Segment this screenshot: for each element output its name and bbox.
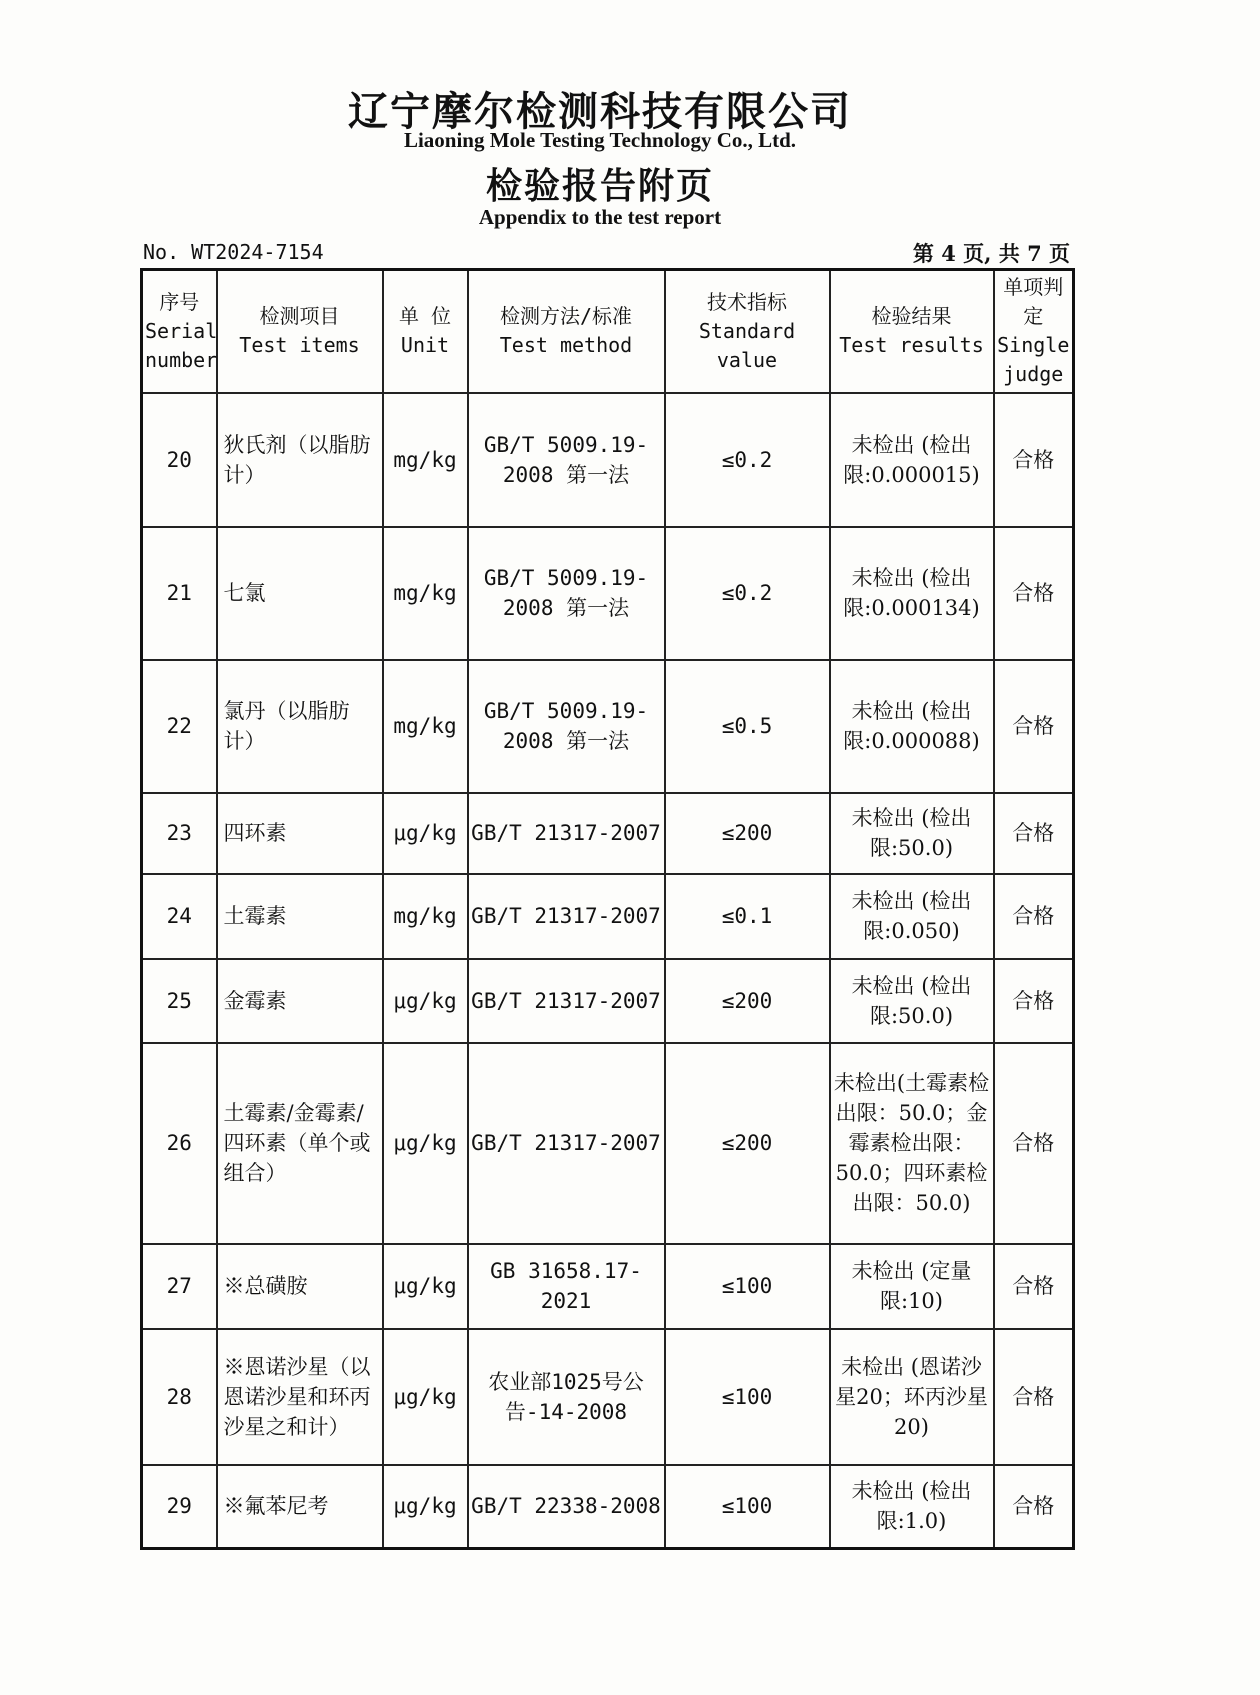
result-cell: 未检出 (检出限:0.000134) [830, 527, 994, 660]
judge-cell: 合格 [994, 527, 1074, 660]
header-test-method: 检测方法/标准 Test method [468, 270, 665, 393]
test-item-cell: 氯丹（以脂肪计） [217, 660, 383, 793]
test-item-cell: ※氟苯尼考 [217, 1465, 383, 1549]
standard-cell: ≤100 [665, 1244, 830, 1329]
serial-cell: 28 [142, 1329, 217, 1465]
method-cell: GB/T 5009.19-2008 第一法 [468, 660, 665, 793]
serial-cell: 24 [142, 874, 217, 959]
test-item-cell: 七氯 [217, 527, 383, 660]
table-row [142, 660, 1074, 793]
unit-cell: μg/kg [383, 1329, 468, 1465]
judge-cell: 合格 [994, 1329, 1074, 1465]
table-row [142, 874, 1074, 959]
standard-cell: ≤0.5 [665, 660, 830, 793]
judge-cell: 合格 [994, 874, 1074, 959]
test-item-cell: ※总磺胺 [217, 1244, 383, 1329]
unit-cell: mg/kg [383, 527, 468, 660]
unit-cell: μg/kg [383, 959, 468, 1043]
results-table [140, 268, 1075, 1550]
report-title-cn: 检验报告附页 [485, 165, 714, 207]
unit-cell: μg/kg [383, 793, 468, 874]
method-cell: GB/T 21317-2007 [468, 1043, 665, 1244]
standard-cell: ≤200 [665, 1043, 830, 1244]
table-row [142, 1329, 1074, 1465]
serial-cell: 26 [142, 1043, 217, 1244]
judge-cell: 合格 [994, 793, 1074, 874]
serial-cell: 25 [142, 959, 217, 1043]
standard-cell: ≤100 [665, 1465, 830, 1549]
result-cell: 未检出 (定量限:10) [830, 1244, 994, 1329]
result-cell: 未检出 (检出限:0.050) [830, 874, 994, 959]
serial-cell: 21 [142, 527, 217, 660]
result-cell: 未检出 (检出限:0.000088) [830, 660, 994, 793]
method-cell: GB/T 21317-2007 [468, 959, 665, 1043]
serial-cell: 27 [142, 1244, 217, 1329]
company-name-cn: 辽宁摩尔检测科技有限公司 [348, 88, 852, 135]
header-test-results: 检验结果 Test results [830, 270, 994, 393]
test-item-cell: 土霉素/金霉素/四环素（单个或组合） [217, 1043, 383, 1244]
unit-cell: mg/kg [383, 660, 468, 793]
unit-cell: mg/kg [383, 874, 468, 959]
result-cell: 未检出(土霉素检出限：50.0；金霉素检出限：50.0；四环素检出限：50.0) [830, 1043, 994, 1244]
judge-cell: 合格 [994, 1465, 1074, 1549]
test-item-cell: 四环素 [217, 793, 383, 874]
header-test-items: 检测项目 Test items [217, 270, 383, 393]
serial-cell: 22 [142, 660, 217, 793]
test-item-cell: 金霉素 [217, 959, 383, 1043]
method-cell: GB/T 5009.19-2008 第一法 [468, 527, 665, 660]
table-row [142, 1043, 1074, 1244]
standard-cell: ≤0.2 [665, 393, 830, 527]
result-cell: 未检出 (检出限:1.0) [830, 1465, 994, 1549]
judge-cell: 合格 [994, 1244, 1074, 1329]
header-serial: 序号 Serial number [142, 270, 217, 393]
table-row [142, 1465, 1074, 1549]
test-item-cell: ※恩诺沙星（以恩诺沙星和环丙沙星之和计） [217, 1329, 383, 1465]
unit-cell: mg/kg [383, 393, 468, 527]
header-unit: 单 位 Unit [383, 270, 468, 393]
result-cell: 未检出 (检出限:50.0) [830, 959, 994, 1043]
serial-cell: 23 [142, 793, 217, 874]
method-cell: GB/T 21317-2007 [468, 874, 665, 959]
table-row [142, 393, 1074, 527]
result-cell: 未检出 (检出限:0.000015) [830, 393, 994, 527]
method-cell: GB/T 22338-2008 [468, 1465, 665, 1549]
method-cell: GB/T 21317-2007 [468, 793, 665, 874]
unit-cell: μg/kg [383, 1244, 468, 1329]
table-row [142, 1244, 1074, 1329]
standard-cell: ≤0.2 [665, 527, 830, 660]
result-cell: 未检出 (恩诺沙星20；环丙沙星20) [830, 1329, 994, 1465]
test-item-cell: 狄氏剂（以脂肪计） [217, 393, 383, 527]
standard-cell: ≤200 [665, 959, 830, 1043]
result-cell: 未检出 (检出限:50.0) [830, 793, 994, 874]
header-standard-value: 技术指标 Standard value [665, 270, 830, 393]
serial-cell: 20 [142, 393, 217, 527]
standard-cell: ≤0.1 [665, 874, 830, 959]
table-row [142, 793, 1074, 874]
judge-cell: 合格 [994, 393, 1074, 527]
report-number: No. WT2024-7154 [143, 240, 324, 264]
table-header-row [142, 270, 1074, 393]
serial-cell: 29 [142, 1465, 217, 1549]
unit-cell: μg/kg [383, 1465, 468, 1549]
table-row [142, 527, 1074, 660]
judge-cell: 合格 [994, 1043, 1074, 1244]
method-cell: GB/T 5009.19-2008 第一法 [468, 393, 665, 527]
unit-cell: μg/kg [383, 1043, 468, 1244]
method-cell: 农业部1025号公告-14-2008 [468, 1329, 665, 1465]
header-single-judge: 单项判定 Single judge [994, 270, 1074, 393]
judge-cell: 合格 [994, 959, 1074, 1043]
judge-cell: 合格 [994, 660, 1074, 793]
report-title-en: Appendix to the test report [478, 205, 722, 229]
page-info: 第 4 页, 共 7 页 [912, 241, 1070, 266]
company-name-en: Liaoning Mole Testing Technology Co., Ltd. [403, 128, 797, 152]
test-item-cell: 土霉素 [217, 874, 383, 959]
table-row [142, 959, 1074, 1043]
method-cell: GB 31658.17-2021 [468, 1244, 665, 1329]
standard-cell: ≤200 [665, 793, 830, 874]
standard-cell: ≤100 [665, 1329, 830, 1465]
